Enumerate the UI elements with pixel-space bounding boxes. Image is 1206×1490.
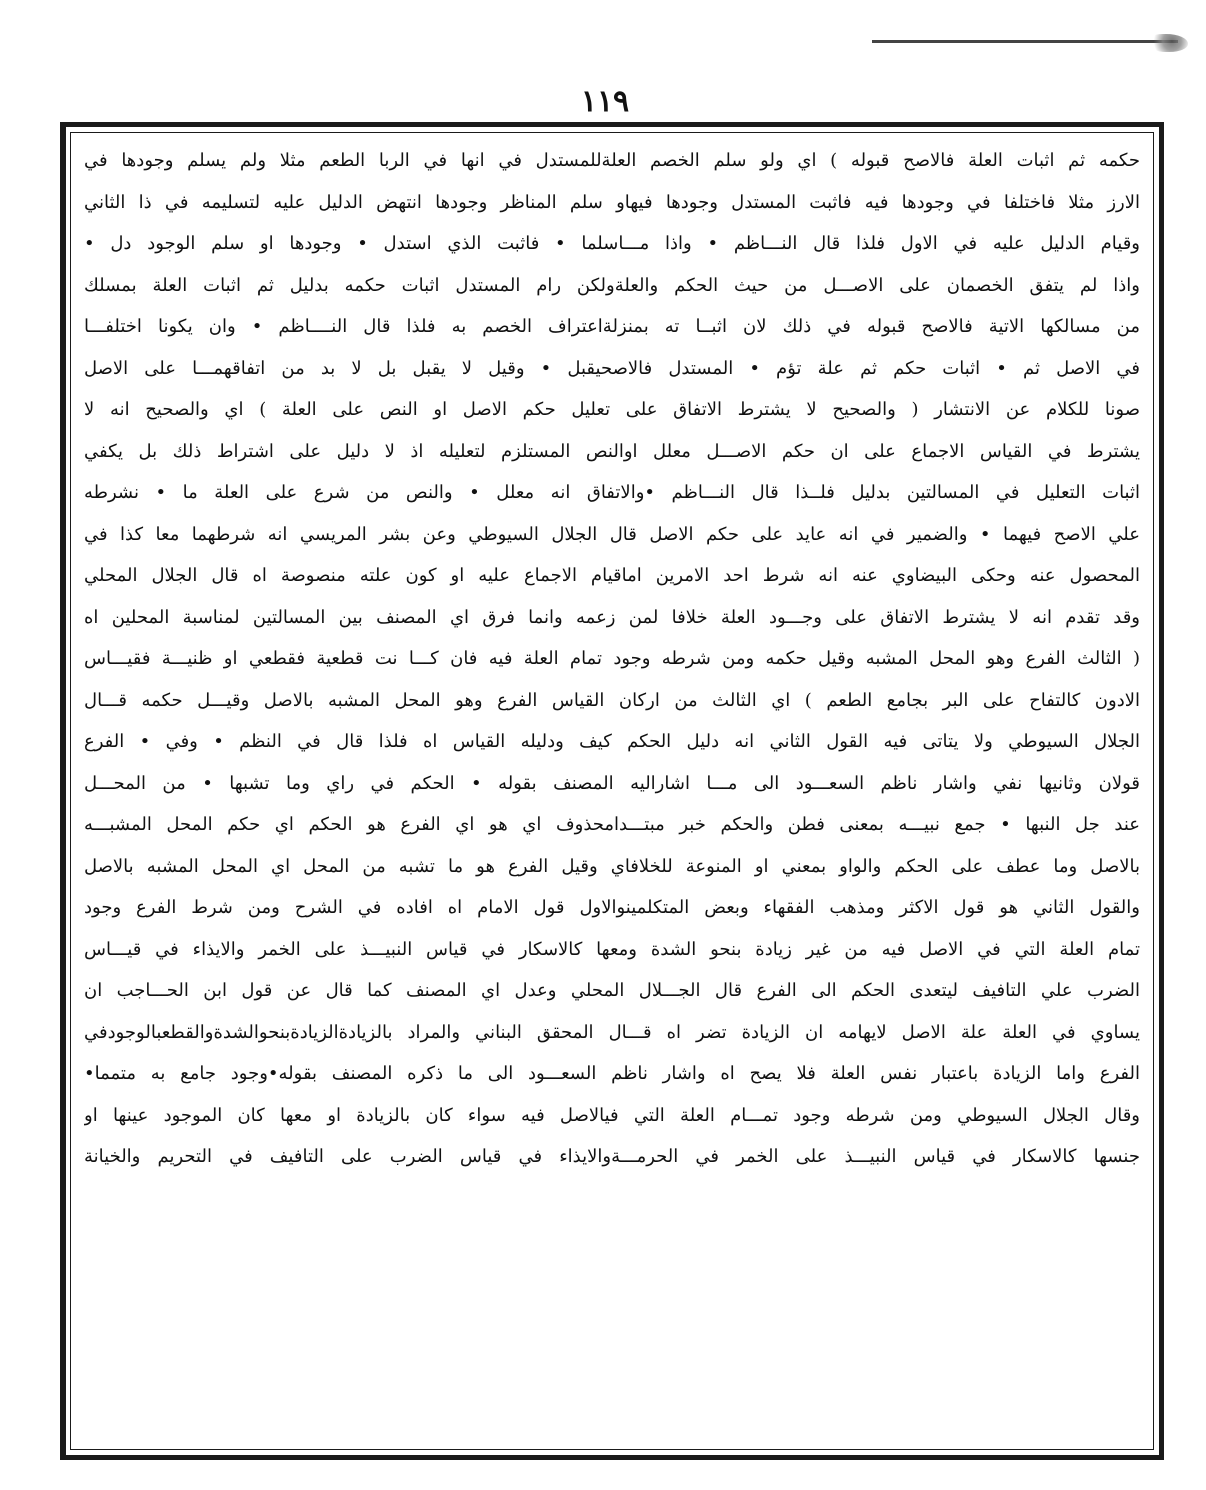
text-line: عند جل النبها • جمع نبيـــه بمعنى فطن والحكم خبر مبتـــدامحذوف اي هو اي الفرع هو الحكم اي حكم المحل المشبـــه: [84, 814, 1140, 835]
text-line: صونا للكلام عن الانتشار ( والصحيح لا يشترط الاتفاق على تعليل حكم الاصل او النص على العلة ) اي والصحيح انه لا: [84, 399, 1140, 420]
text-line: يشترط في القياس الاجماع على ان حكم الاصـــل معلل اوالنص المستلزم لتعليله اذ لا دليل على اشتراط ذلك بل يكفي: [84, 440, 1140, 462]
text-line: الجلال السيوطي ولا يتاتى فيه القول الثاني انه دليل الحكم كيف ودليله القياس اه فلذا قال في النظم • وفي • الفرع: [84, 731, 1140, 752]
text-line: قولان وثانيها نفي واشار ناظم السعـــود الى مـــا اشاراليه المصنف بقوله • الحكم في راي وما تشبها • من المحـــل: [84, 772, 1140, 794]
text-line: الادون كالتفاح على البر بجامع الطعم ) اي الثالث من اركان القياس الفرع وهو المحل المشبه بالاصل وقيـــل حكمه قـــال: [84, 689, 1140, 711]
text-line: وقال الجلال السيوطي ومن شرطه وجود تمـــام العلة التي فيالاصل فيه سواء كان بالزيادة او معها كان الموجود عينها او: [84, 1104, 1140, 1126]
text-line: علي الاصح فيهما • والضمير في انه عايد على حكم الاصل قال الجلال السيوطي وعن بشر المريسي انه شرطهما معا كذا في: [84, 523, 1140, 545]
text-line: الارز مثلا فاختلفا في وجودها فيه فاثبت المستدل وجودها فيهاو سلم المناظر وجودها انتهض الدليل عليه لتسليمه في ذا الثاني: [84, 191, 1140, 213]
page-number: ١١٩: [580, 84, 630, 119]
body-text: [84, 140, 1140, 1442]
text-line: بالاصل وما عطف على الحكم والواو بمعني او المنوعة للخلافاي وقيل الفرع هو ما تشبه من المحل اي المحل المشبه بالاصل: [84, 855, 1140, 877]
text-line: وقد تقدم انه لا يشترط الاتفاق على وجـــود العلة خلافا لمن زعمه وانما فرق اي المصنف بين المسالتين لمناسبة المحلين اه: [84, 606, 1140, 628]
text-line: من مسالكها الاتية فالاصح قبوله في ذلك لان اثبــا ته بمنزلةاعتراف الخصم به فلذا قال النــــاظم • وان يكونا اختلفـــا: [84, 316, 1140, 337]
text-line: ( الثالث الفرع وهو المحل المشبه وقيل حكمه ومن شرطه وجود تمام العلة فيه فان كـــا نت قطعية فقطعي او ظنيـــة فقيـــاس: [84, 648, 1140, 669]
top-rule: [872, 40, 1178, 43]
text-line: جنسها كالاسكار في قياس النبيـــذ على الخمر في الحرمـــةوالايذاء في قياس الضرب على التافيف في التحريم والخيانة: [84, 1146, 1140, 1167]
ink-smudge: [1148, 34, 1188, 52]
text-line: حكمه ثم اثبات العلة فالاصح قبوله ) اي ولو سلم الخصم العلةللمستدل في انها في الربا الطعم مثلا ولم يسلم وجودها في: [84, 150, 1140, 171]
text-line: واذا لم يتفق الخصمان على الاصـــل من حيث الحكم والعلةولكن رام المستدل اثبات حكمه بدليل ثم اثبات العلة بمسلك: [84, 274, 1140, 296]
text-line: اثبات التعليل في المسالتين بدليل فلــذا قال النـــاظم •والاتفاق انه معلل • والنص من شرع على العلة ما • نشرطه: [84, 482, 1140, 503]
page-frame-left-rule: [62, 122, 66, 1460]
text-line: في الاصل ثم • اثبات حكم ثم علة تؤم • المستدل فالاصحيقبل • وقيل لا يقبل بل لا بد من اتفاقهمـــا على الاصل: [84, 357, 1140, 379]
text-line: تمام العلة التي في الاصل فيه من غير زيادة بنحو الشدة ومعها كالاسكار في قياس النبيـــذ على الخمر والايذاء في قيـــاس: [84, 938, 1140, 960]
text-line: الضرب علي التافيف ليتعدى الحكم الى الفرع قال الجـــلال المحلي وعدل اي المصنف كما قال عن قول ابن الحـــاجب ان: [84, 980, 1140, 1001]
text-line: المحصول عنه وحكى البيضاوي عنه انه شرط احد الامرين اماقيام الاجماع عليه او كون علته منصوصة اه قال الجلال المحلي: [84, 565, 1140, 586]
text-line: والقول الثاني هو قول الاكثر ومذهب الفقهاء وبعض المتكلمينوالاول قول الامام اه افاده في الشرح ومن شرط الفرع وجود: [84, 897, 1140, 918]
text-line: وقيام الدليل عليه في الاول فلذا قال النـــاظم • واذا مـــاسلما • فاثبت الذي استدل • وجودها او سلم الوجود دل •: [84, 233, 1140, 254]
text-line: يساوي في العلة علة الاصل لايهامه ان الزيادة تضر اه قـــال المحقق البناني والمراد بالزيادةالزيادةبنحوالشدةوالقطعبالوجودفي: [84, 1021, 1140, 1043]
text-line: الفرع واما الزيادة باعتبار نفس العلة فلا يصح اه واشار ناظم السعـــود الى ما ذكره المصنف بقوله•وجود جامع به متمما•: [84, 1063, 1140, 1084]
